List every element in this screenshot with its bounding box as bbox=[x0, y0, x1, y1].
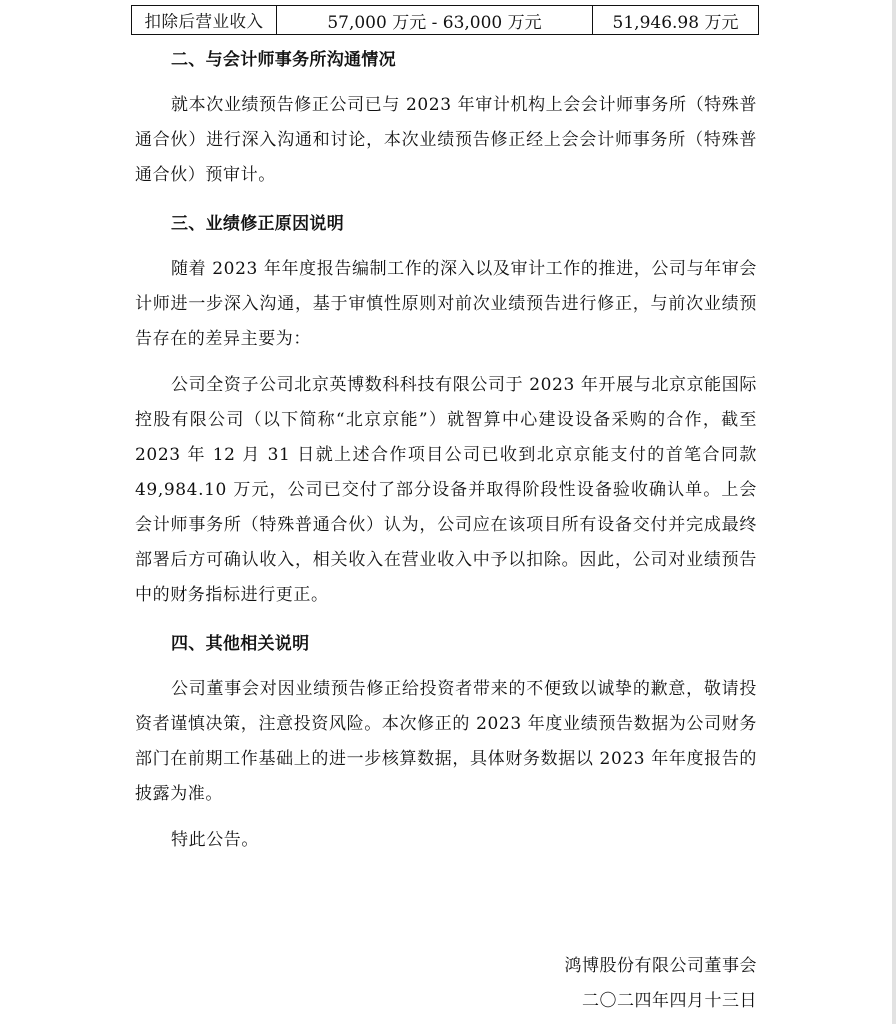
paragraph-revision-detail: 公司全资子公司北京英博数科科技有限公司于 2023 年开展与北京京能国际控股有限公司（以下简称“北京京能”）就智算中心建设设备采购的合作，截至 2023 年 12 月 31 日就上述合作项目公司已收到北京京能支付的首笔合同款 49,984.10 万元，公司已交付了部分设备并取得阶段性设备验收确认单。上会会计师事务所（特殊普通合伙）认为，公司应在该项目所有设备交付并完成最终部署后方可确认收入，相关收入在营业收入中予以扣除。因此，公司对业绩预告中的财务指标进行更正。 bbox=[135, 375, 757, 605]
table-cell-actual: 51,946.98 万元 bbox=[593, 6, 759, 35]
table-cell-item: 扣除后营业收入 bbox=[132, 6, 277, 35]
closing-statement: 特此公告。 bbox=[171, 830, 259, 850]
signature-date: 二〇二四年四月十三日 bbox=[582, 991, 757, 1011]
table-cell-forecast: 57,000 万元 - 63,000 万元 bbox=[277, 6, 593, 35]
paragraph-revision-intro: 随着 2023 年年度报告编制工作的深入以及审计工作的推进，公司与年审会计师进一步深入沟通，基于审慎性原则对前次业绩预告进行修正，与前次业绩预告存在的差异主要为： bbox=[135, 259, 757, 349]
paragraph-auditor-communication: 就本次业绩预告修正公司已与 2023 年审计机构上会会计师事务所（特殊普通合伙）进行深入沟通和讨论，本次业绩预告修正经上会会计师事务所（特殊普通合伙）预审计。 bbox=[135, 95, 757, 185]
paragraph-other-notes: 公司董事会对因业绩预告修正给投资者带来的不便致以诚挚的歉意，敬请投资者谨慎决策，注意投资风险。本次修正的 2023 年度业绩预告数据为公司财务部门在前期工作基础上的进一步核算数据，具体财务数据以 2023 年年度报告的披露为准。 bbox=[135, 679, 757, 804]
table-row bbox=[132, 6, 759, 35]
section-heading-auditor-communication: 二、与会计师事务所沟通情况 bbox=[171, 50, 396, 70]
revenue-table bbox=[131, 5, 759, 35]
section-heading-revision-reason: 三、业绩修正原因说明 bbox=[171, 214, 344, 234]
scrollbar-track[interactable] bbox=[892, 0, 896, 1024]
section-heading-other-notes: 四、其他相关说明 bbox=[171, 634, 310, 654]
signature-company: 鸿博股份有限公司董事会 bbox=[564, 956, 757, 976]
